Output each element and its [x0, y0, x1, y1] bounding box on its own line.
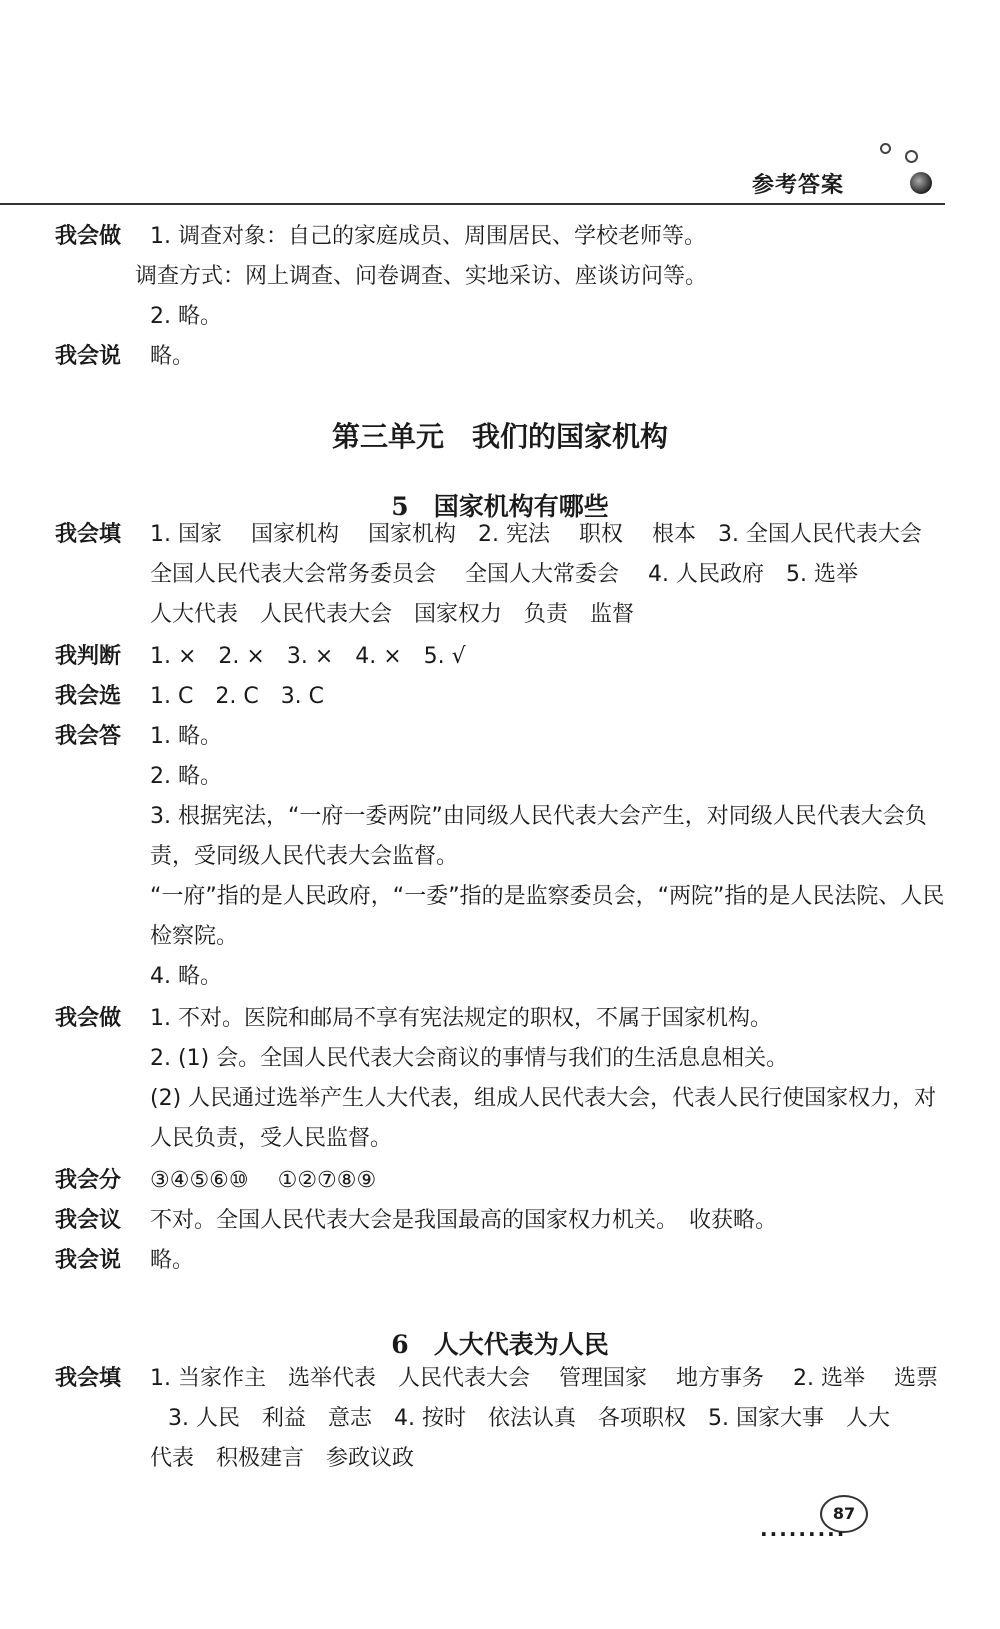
l5-do-line-2: 2. (1) 会。全国人民代表大会商议的事情与我们的生活息息相关。: [150, 1046, 789, 1071]
header-dot-small: [880, 143, 891, 154]
l5-judge-text: 1. × 2. × 3. × 4. × 5. √: [150, 644, 466, 669]
block1-do-label: 我会做: [55, 224, 122, 249]
header-rule: [0, 203, 945, 205]
l5-speak-label: 我会说: [55, 1248, 122, 1273]
l6-fill-label: 我会填: [55, 1366, 122, 1391]
l5-fill-label: 我会填: [55, 522, 122, 547]
l6-fill-line-3: 代表 积极建言 参政议政: [150, 1446, 415, 1471]
l6-fill-line-2: 3. 人民 利益 意志 4. 按时 依法认真 各项职权 5. 国家大事 人大: [168, 1406, 890, 1431]
block1-speak-line: 略。: [150, 344, 195, 369]
l5-classify-label: 我会分: [55, 1168, 122, 1193]
l5-fill-line-2: 全国人民代表大会常务委员会 全国人大常委会 4. 人民政府 5. 选举: [150, 562, 858, 587]
l5-answer-line-5: “一府”指的是人民政府，“一委”指的是监察委员会，“两院”指的是人民法院、人民: [150, 884, 945, 909]
block1-do-line-2: 调查方式：网上调查、问卷调查、实地采访、座谈访问等。: [135, 264, 708, 289]
lesson6-title: 6 人大代表为人民: [391, 1330, 609, 1359]
l5-judge-label: 我判断: [55, 644, 122, 669]
l5-do-line-4: 人民负责，受人民监督。: [150, 1126, 393, 1151]
header-label: 参考答案: [752, 173, 845, 198]
l5-do-line-1: 1. 不对。医院和邮局不享有宪法规定的职权，不属于国家机构。: [150, 1006, 772, 1031]
l5-answer-label: 我会答: [55, 724, 122, 749]
block1-do-line-1: 1. 调查对象：自己的家庭成员、周围居民、学校老师等。: [150, 224, 706, 249]
lesson5-title: 5 国家机构有哪些: [391, 492, 609, 521]
l5-answer-line-4: 责，受同级人民代表大会监督。: [150, 844, 459, 869]
l6-fill-line-1: 1. 当家作主 选举代表 人民代表大会 管理国家 地方事务 2. 选举 选票: [150, 1366, 938, 1391]
unit-title: 第三单元 我们的国家机构: [331, 420, 668, 453]
block1-speak-label: 我会说: [55, 344, 122, 369]
l5-answer-line-1: 1. 略。: [150, 724, 222, 749]
l5-answer-line-6: 检察院。: [150, 924, 239, 949]
header-dot-large: [910, 172, 932, 194]
footer-dots: ·········: [760, 1522, 847, 1546]
l5-answer-line-3: 3. 根据宪法，“一府一委两院”由同级人民代表大会产生，对同级人民代表大会负: [150, 804, 927, 829]
l5-fill-line-3: 人大代表 人民代表大会 国家权力 负责 监督: [150, 602, 635, 627]
l5-do-line-3: (2) 人民通过选举产生人大代表，组成人民代表大会，代表人民行使国家权力，对: [150, 1086, 937, 1111]
l5-speak-text: 略。: [150, 1248, 195, 1273]
l5-fill-line-1: 1. 国家 国家机构 国家机构 2. 宪法 职权 根本 3. 全国人民代表大会: [150, 522, 922, 547]
l5-answer-line-7: 4. 略。: [150, 964, 222, 989]
page-number: 87: [820, 1495, 868, 1533]
l5-classify-text: ③④⑤⑥⑩ ①②⑦⑧⑨: [150, 1168, 377, 1193]
l5-answer-line-2: 2. 略。: [150, 764, 222, 789]
l5-choose-label: 我会选: [55, 684, 122, 709]
header-dot-medium: [905, 150, 918, 163]
l5-discuss-label: 我会议: [55, 1208, 122, 1233]
l5-discuss-text: 不对。全国人民代表大会是我国最高的国家权力机关。 收获略。: [150, 1208, 778, 1233]
l5-choose-text: 1. C 2. C 3. C: [150, 684, 325, 709]
l5-do-label: 我会做: [55, 1006, 122, 1031]
block1-do-line-3: 2. 略。: [150, 304, 222, 329]
